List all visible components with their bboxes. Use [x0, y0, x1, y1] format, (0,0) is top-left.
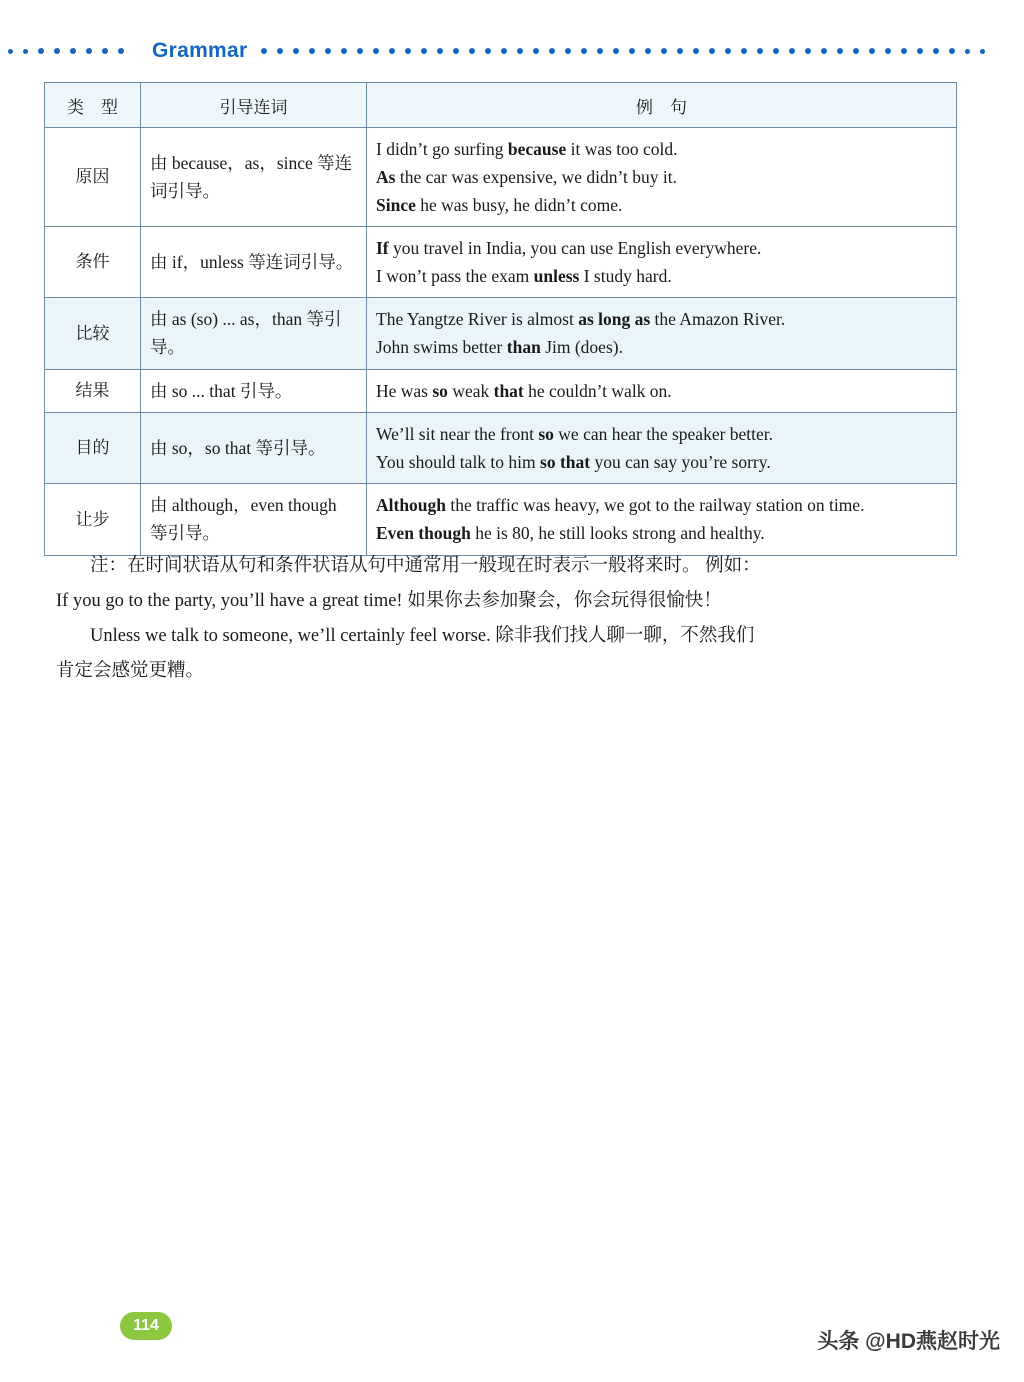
- table-row: [45, 298, 957, 370]
- example-line: The Yangtze River is almost as long as the Amazon River.: [376, 309, 786, 330]
- dot-icon: [677, 48, 683, 54]
- dot-icon: [901, 48, 907, 54]
- dot-icon: [38, 48, 44, 54]
- dot-icon: [341, 48, 347, 54]
- example-line: We’ll sit near the front so we can hear the speaker better.: [376, 424, 774, 445]
- example-line: You should talk to him so that you can say you’re sorry.: [376, 452, 771, 473]
- example-line: John swims better than Jim (does).: [376, 337, 623, 358]
- column-header-examples: 例 句: [367, 83, 957, 128]
- example-line: He was so weak that he couldn’t walk on.: [376, 380, 672, 401]
- row-conjunctions: 由 if，unless 等连词引导。: [141, 227, 367, 298]
- grammar-table: [44, 82, 957, 556]
- dot-icon: [709, 48, 715, 54]
- dot-icon: [437, 48, 443, 54]
- note-line-4: 肯定会感觉更糟。: [56, 660, 205, 681]
- row-conjunctions: 由 so ... that 引导。: [141, 369, 367, 412]
- row-examples: [367, 413, 957, 484]
- dot-icon: [741, 48, 747, 54]
- dot-icon: [597, 48, 603, 54]
- row-examples: [367, 298, 957, 370]
- dot-icon: [102, 48, 108, 54]
- row-type: 目的: [45, 413, 141, 484]
- dot-icon: [357, 48, 363, 54]
- dot-icon: [565, 48, 571, 54]
- page-title: Grammar: [152, 39, 248, 62]
- note-line-1: 注：在时间状语从句和条件状语从句中通常用一般现在时表示一般将来时。 例如：: [90, 556, 761, 576]
- dot-icon: [693, 48, 699, 54]
- example-line: If you travel in India, you can use English everywhere.: [376, 238, 762, 258]
- dot-icon: [389, 48, 395, 54]
- dot-icon: [629, 48, 635, 54]
- dot-icon: [853, 48, 859, 54]
- row-type: 原因: [45, 128, 141, 227]
- dot-icon: [613, 48, 619, 54]
- row-conjunctions: 由 because，as，since 等连词引导。: [141, 128, 367, 227]
- dot-icon: [661, 48, 667, 54]
- table-row: [45, 484, 957, 556]
- row-conjunctions: 由 so，so that 等引导。: [141, 413, 367, 484]
- example-line: I won’t pass the exam unless I study hard.: [376, 266, 672, 286]
- watermark: 头条 @HD燕赵时光: [817, 1330, 1000, 1353]
- dot-icon: [501, 48, 507, 54]
- row-examples: [367, 128, 957, 227]
- notes-block: [56, 550, 968, 690]
- dot-icon: [453, 48, 459, 54]
- dot-icon: [933, 48, 939, 54]
- dot-icon: [725, 48, 731, 54]
- note-line-3: Unless we talk to someone, we’ll certainly feel worse. 除非我们找人聊一聊，不然我们: [90, 625, 755, 646]
- row-examples: [367, 369, 957, 412]
- dot-icon: [885, 48, 891, 54]
- dot-icon: [405, 48, 411, 54]
- dot-icon: [8, 49, 13, 54]
- example-line: I didn’t go surfing because it was too cold.: [376, 139, 678, 159]
- column-header-type: 类 型: [45, 83, 141, 128]
- row-type: 让步: [45, 484, 141, 556]
- dot-icon: [821, 48, 827, 54]
- table-row: [45, 369, 957, 412]
- column-header-conjunctions: 引导连词: [141, 83, 367, 128]
- dot-icon: [517, 48, 523, 54]
- table-row: [45, 128, 957, 227]
- dot-icon: [261, 48, 267, 54]
- dot-icon: [837, 48, 843, 54]
- row-conjunctions: 由 although，even though 等引导。: [141, 484, 367, 556]
- example-line: Since he was busy, he didn’t come.: [376, 195, 623, 215]
- dot-icon: [277, 48, 283, 54]
- example-line: As the car was expensive, we didn’t buy it.: [376, 167, 677, 187]
- row-examples: [367, 484, 957, 556]
- dot-icon: [965, 49, 970, 54]
- dot-icon: [23, 49, 28, 54]
- note-line-2: If you go to the party, you’ll have a great time! 如果你去参加聚会，你会玩得很愉快！: [56, 590, 722, 611]
- dot-icon: [773, 48, 779, 54]
- dot-icon: [70, 48, 76, 54]
- dot-icon: [421, 48, 427, 54]
- dot-icon: [645, 48, 651, 54]
- grammar-table-container: [44, 82, 956, 556]
- row-type: 条件: [45, 227, 141, 298]
- dot-icon: [373, 48, 379, 54]
- dot-icon: [805, 48, 811, 54]
- dot-icon: [980, 49, 985, 54]
- dot-icon: [789, 48, 795, 54]
- dot-icon: [917, 48, 923, 54]
- dot-icon: [581, 48, 587, 54]
- table-row: [45, 227, 957, 298]
- dot-icon: [293, 48, 299, 54]
- dot-icon: [549, 48, 555, 54]
- dot-icon: [469, 48, 475, 54]
- section-header: [0, 36, 1024, 66]
- page-number-badge: 114: [120, 1312, 172, 1340]
- dot-icon: [309, 48, 315, 54]
- row-type: 结果: [45, 369, 141, 412]
- row-conjunctions: 由 as (so) ... as，than 等引导。: [141, 298, 367, 370]
- example-line: Although the traffic was heavy, we got to the railway station on time.: [376, 495, 865, 516]
- dot-icon: [757, 48, 763, 54]
- dot-icon: [869, 48, 875, 54]
- dot-icon: [325, 48, 331, 54]
- dot-icon: [86, 48, 92, 54]
- header-dots-right: [261, 46, 1018, 56]
- dot-icon: [949, 48, 955, 54]
- row-type: 比较: [45, 298, 141, 370]
- table-header-row: [45, 83, 957, 128]
- example-line: Even though he is 80, he still looks strong and healthy.: [376, 523, 765, 544]
- dot-icon: [54, 48, 60, 54]
- row-examples: [367, 227, 957, 298]
- dot-icon: [118, 48, 124, 54]
- table-row: [45, 413, 957, 484]
- header-dots-left: [8, 46, 140, 56]
- dot-icon: [485, 48, 491, 54]
- dot-icon: [533, 48, 539, 54]
